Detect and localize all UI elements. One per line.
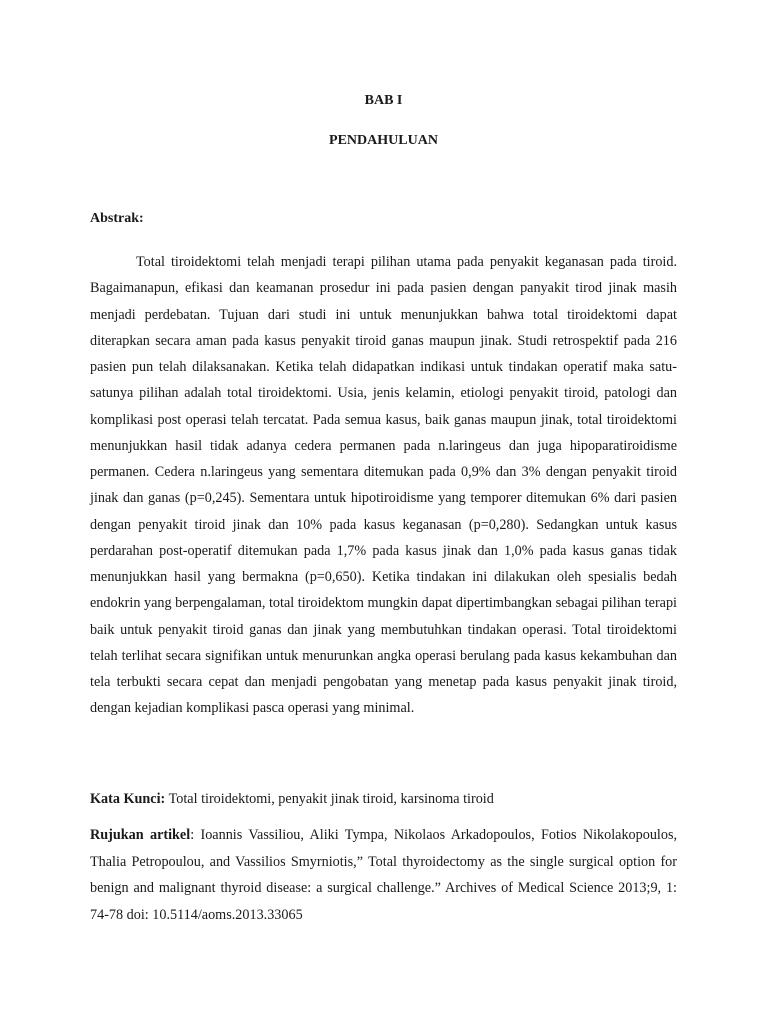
abstract-paragraph: Total tiroidektomi telah menjadi terapi pilihan utama pada penyakit keganasan pada tiroid. Bagaimanapun, efikasi dan keamanan prosedur ini pada pasien dengan panyakit tirod jinak masih menjadi perdebatan. Tujuan dari studi ini untuk menunjukkan bahwa total tiroidektomi dapat diterapkan secara aman pada kasus penyakit tiroid ganas maupun jinak. Studi retrospektif pada 216 pasien pun telah dilaksanakan. Ketika telah didapatkan indikasi untuk tindakan operatif maka satu-satunya pilihan adalah total tiroidektomi. Usia, jenis kelamin, etiologi penyakit tiroid, patologi dan komplikasi post operasi telah tercatat. Pada semua kasus, baik ganas maupun jinak, total tiroidektomi menunjukkan hasil tidak adanya cedera permanen pada n.laringeus dan juga hipoparatiroidisme permanen. Cedera n.laringeus yang sementara ditemukan pada 0,9% dan 3% dengan penyakit tiroid jinak dan ganas (p=0,245). Sementara untuk hipotiroidisme yang temporer ditemukan 6% dari pasien dengan penyakit tiroid jinak dan 10% pada kasus keganasan (p=0,280). Sedangkan untuk kasus perdarahan post-operatif ditemukan pada 1,7% pada kasus jinak dan 1,0% pada kasus ganas tidak menunjukkan hasil yang bermakna (p=0,650). Ketika tindakan ini dilakukan oleh spesialis bedah endokrin yang berpengalaman, total tiroidektom mungkin dapat dipertimbangkan sebagai pilihan terapi baik untuk penyakit tiroid ganas dan jinak yang membutuhkan tindakan operasi. Total tiroidektomi telah terlihat secara signifikan untuk menurunkan angka operasi berulang pada kasus kekambuhan dan tela terbukti secara cepat dan menjadi pengobatan yang menetap pada kasus penyakit jinak tiroid, dengan kejadian komplikasi pasca operasi yang minimal. (90, 254, 677, 717)
chapter-title: PENDAHULUAN (329, 133, 438, 148)
abstract-heading: Abstrak: (90, 211, 144, 226)
chapter-number: BAB I (364, 93, 403, 108)
reference-text: : Ioannis Vassiliou, Aliki Tympa, Nikolaos Arkadopoulos, Fotios Nikolakopoulos, Thalia Petropoulou, and Vassilios Smyrniotis,” Total thyroidectomy as the single surgical option for benign and malignant thyroid disease: a surgical challenge.” Archives of Medical Science 2013;9, 1: 74-78 doi: 10.5114/aoms.2013.33065 (90, 827, 678, 923)
reference-label: Rujukan artikel (90, 827, 191, 843)
reference-paragraph (90, 822, 677, 928)
keywords-text: Total tiroidektomi, penyakit jinak tiroid, karsinoma tiroid (165, 791, 494, 807)
keywords-line (90, 786, 677, 812)
keywords-label: Kata Kunci: (90, 791, 166, 807)
